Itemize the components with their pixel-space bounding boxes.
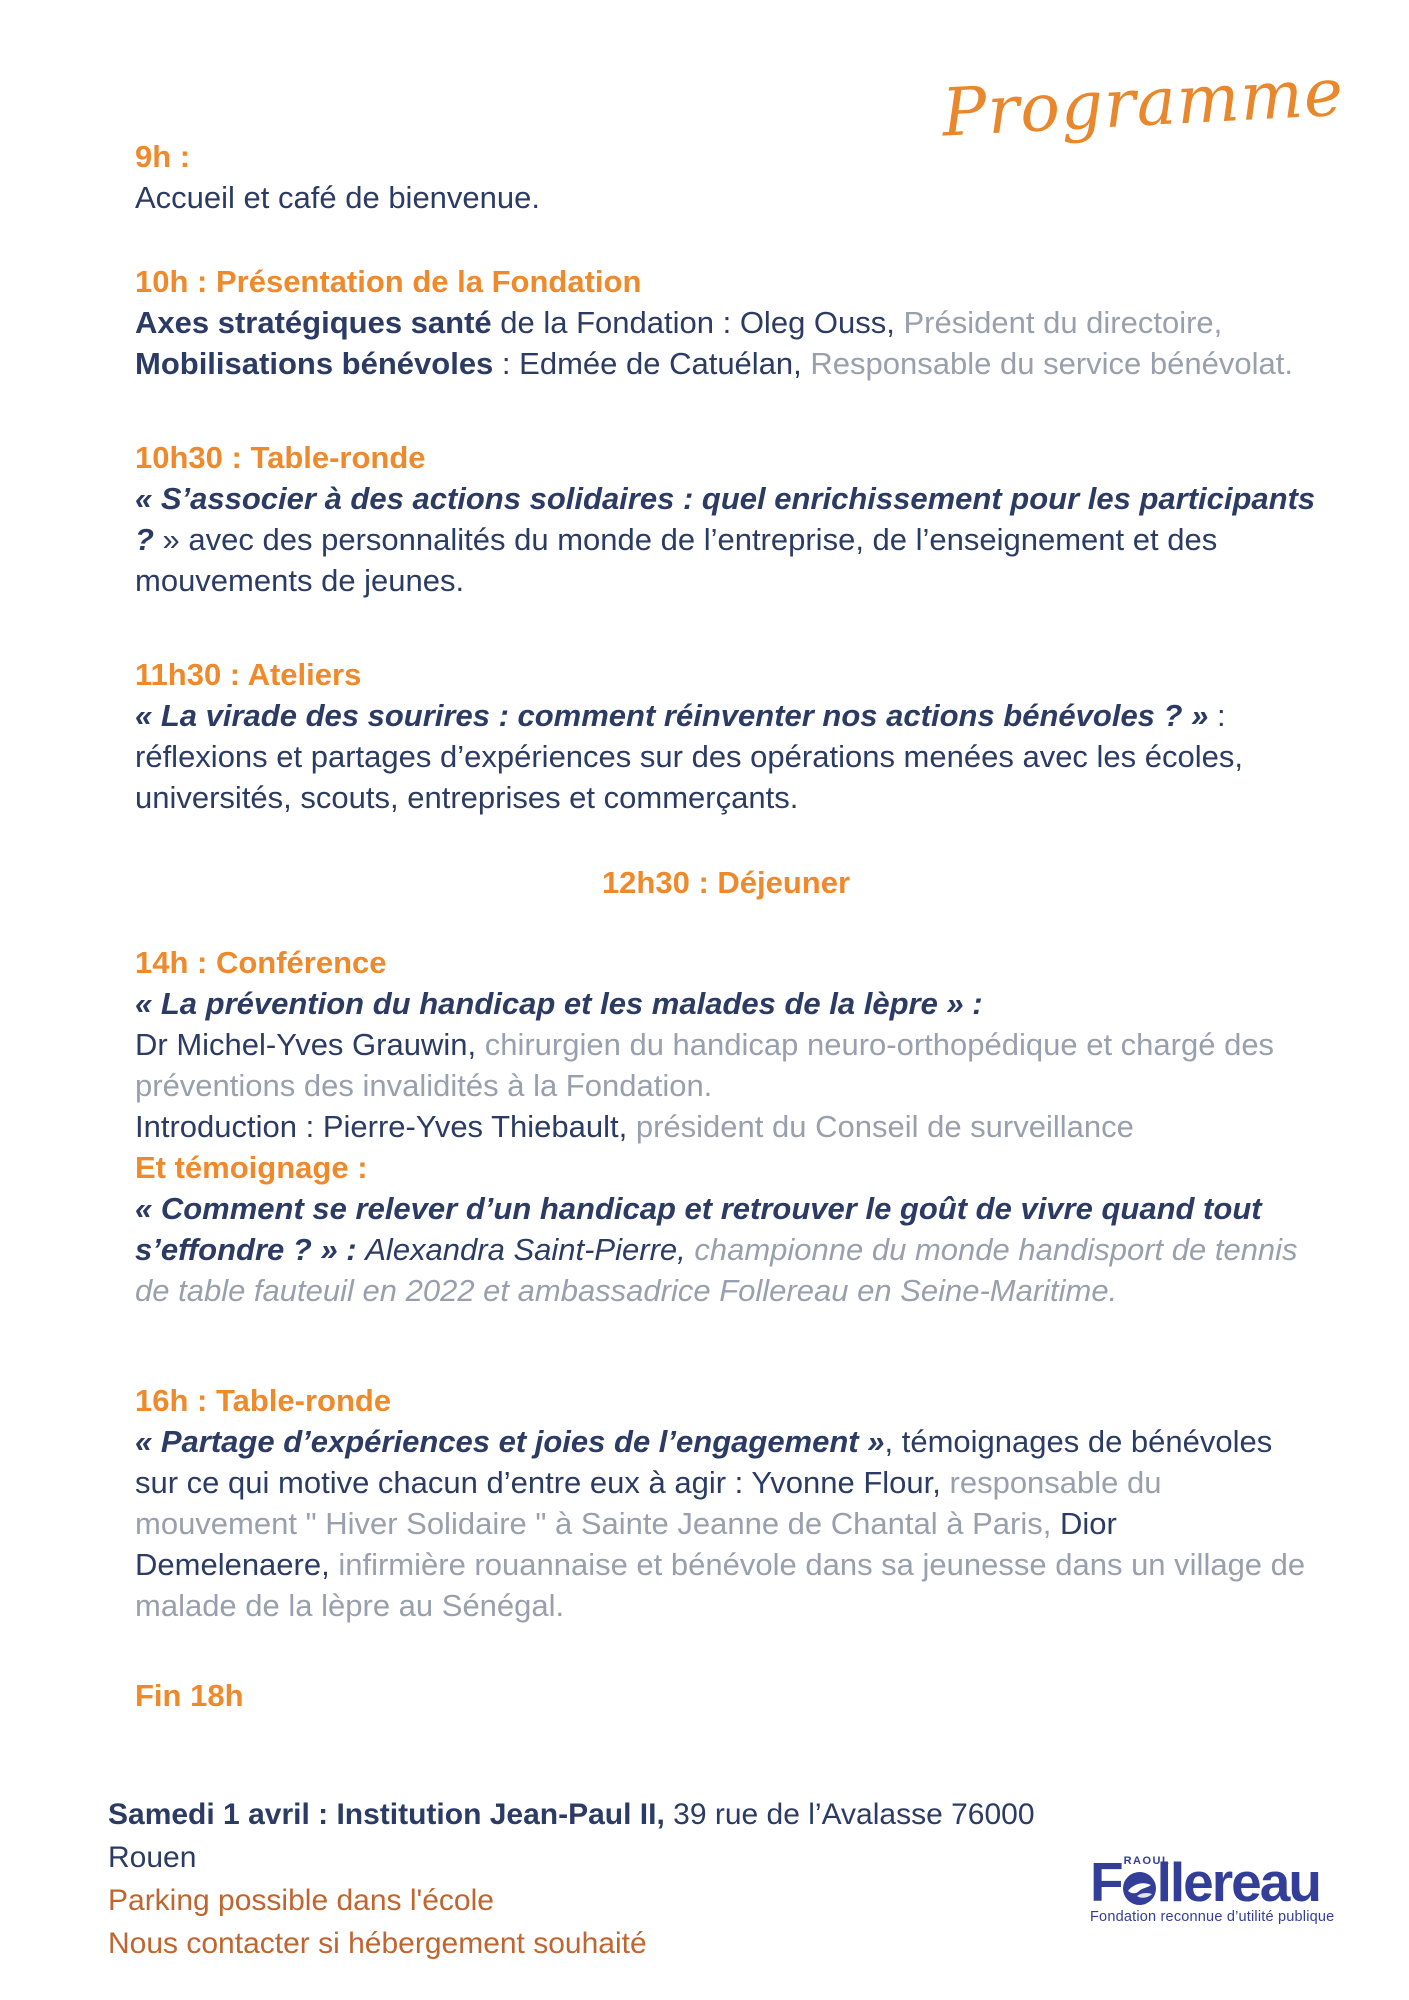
section-14h xyxy=(135,942,1317,1311)
quote-title: « Partage d’expériences et joies de l’engagement » xyxy=(135,1424,885,1459)
section-9h xyxy=(135,136,1317,218)
page-title-script: Programme xyxy=(940,53,1346,152)
section-11h30 xyxy=(135,654,1317,818)
section-9h-heading: 9h : xyxy=(135,139,191,174)
text-run: de la Fondation : Oleg Ouss, xyxy=(491,305,904,340)
section-10h-heading: 10h : Présentation de la Fondation xyxy=(135,264,642,299)
section-16h-heading: 16h : Table-ronde xyxy=(135,1383,392,1418)
quote-title: « La prévention du handicap et les malades de la lèpre » : xyxy=(135,986,983,1021)
section-16h-body xyxy=(135,1421,1317,1626)
footer-info xyxy=(108,1793,1108,1965)
text-run: Accueil et café de bienvenue. xyxy=(135,180,540,215)
text-run: : réflexions et partages d’expériences sur des opérations menées avec les écoles, universités, scouts, entreprises et commerçants. xyxy=(135,698,1244,815)
section-10h-body xyxy=(135,302,1317,384)
logo-tagline: Fondation reconnue d’utilité publique xyxy=(1090,1909,1335,1925)
section-12h30-heading: 12h30 : Déjeuner xyxy=(601,865,851,900)
speaker-name: Dr Michel-Yves Grauwin, xyxy=(135,1027,485,1062)
logo-letter-f: F xyxy=(1090,1851,1122,1913)
follereau-logo xyxy=(1090,1851,1340,1925)
topic-label: Mobilisations bénévoles xyxy=(135,346,494,381)
quote-title: « Comment se relever d’un handicap et retrouver le goût de vivre quand tout s’effondre ? » : xyxy=(135,1191,1262,1267)
section-10h30-heading: 10h30 : Table-ronde xyxy=(135,440,426,475)
follereau-logo-wordmark xyxy=(1090,1851,1340,1913)
logo-raoul-text: RAOUL xyxy=(1123,1855,1171,1867)
footer-parking-note: Parking possible dans l'école xyxy=(108,1884,494,1917)
text-run: : Edmée de Catuélan, xyxy=(493,346,811,381)
event-address: 39 rue de l’Avalasse 76000 Rouen xyxy=(108,1798,1035,1874)
section-fin xyxy=(135,1675,1317,1716)
schedule-content xyxy=(135,136,1317,1716)
logo-globe-slot xyxy=(1123,1855,1171,1906)
footer-date-location xyxy=(108,1793,1108,1879)
quote-title: « S’associer à des actions solidaires : quel enrichissement pour les participants ? xyxy=(135,481,1316,557)
speaker-name: Alexandra Saint-Pierre, xyxy=(365,1232,695,1267)
speaker-role: Président du directoire, xyxy=(903,305,1223,340)
footer-contact-note: Nous contacter si hébergement souhaité xyxy=(108,1927,647,1960)
section-fin-heading: Fin 18h xyxy=(135,1678,244,1713)
section-9h-body xyxy=(135,177,1317,218)
section-14h-heading: 14h : Conférence xyxy=(135,945,387,980)
speaker-role: responsable du mouvement " Hiver Solidaire " à Sainte Jeanne de Chantal à Paris, xyxy=(135,1465,1162,1541)
section-10h30-body xyxy=(135,478,1317,601)
subheading-temoignage: Et témoignage : xyxy=(135,1150,368,1185)
globe-dove-icon xyxy=(1123,1872,1156,1905)
section-14h-body xyxy=(135,983,1317,1311)
text-run: , témoignages de bénévoles sur ce qui motive chacun d’entre eux à agir : Yvonne Flour, xyxy=(135,1424,1273,1500)
text-run: » avec des personnalités du monde de l’entreprise, de l’enseignement et des mouvements de jeunes. xyxy=(135,522,1218,598)
topic-label: Axes stratégiques santé xyxy=(135,305,492,340)
speaker-name: Dior Demelenaere, xyxy=(135,1506,1117,1582)
event-date-place: Samedi 1 avril : Institution Jean-Paul II, xyxy=(108,1798,674,1831)
section-11h30-heading: 11h30 : Ateliers xyxy=(135,657,362,692)
section-10h30 xyxy=(135,437,1317,601)
quote-title: « La virade des sourires : comment réinventer nos actions bénévoles ? » xyxy=(135,698,1209,733)
section-12h30 xyxy=(135,862,1317,903)
speaker-role: infirmière rouannaise et bénévole dans sa jeunesse dans un village de malade de la lèpre au Sénégal. xyxy=(135,1547,1306,1623)
speaker-role: Responsable du service bénévolat. xyxy=(810,346,1293,381)
section-10h xyxy=(135,261,1317,384)
logo-letters-rest: llereau xyxy=(1156,1851,1320,1913)
section-16h xyxy=(135,1380,1317,1626)
speaker-role: président du Conseil de surveillance xyxy=(635,1109,1134,1144)
text-run: Introduction : Pierre-Yves Thiebault, xyxy=(135,1109,636,1144)
speaker-role: chirurgien du handicap neuro-orthopédique et chargé des préventions des invalidités à la Fondation. xyxy=(135,1027,1275,1103)
speaker-role: championne du monde handisport de tennis de table fauteuil en 2022 et ambassadrice Follereau en Seine-Maritime. xyxy=(135,1232,1298,1308)
section-11h30-body xyxy=(135,695,1317,818)
